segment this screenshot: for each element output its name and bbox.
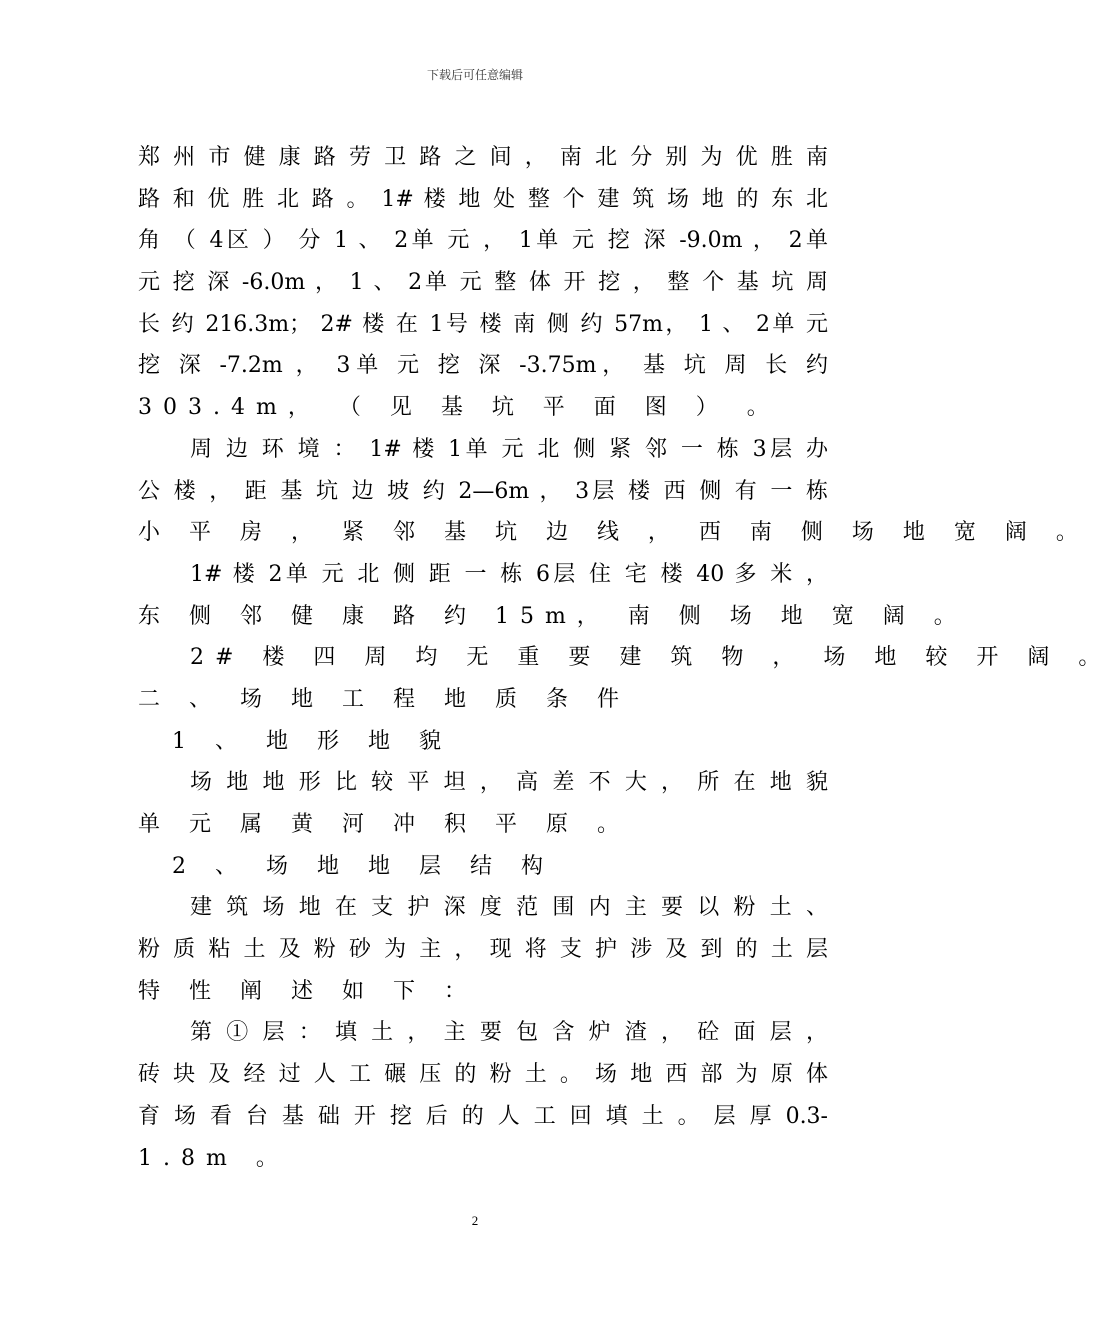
text-line: 东 侧 邻 健 康 路 约 15m， 南 侧 场 地 宽 阔 。 <box>138 603 967 629</box>
text-line: 1# 楼 2单 元 北 侧 距 一 栋 6层 住 宅 楼 40 多 米 ， <box>190 561 828 587</box>
text-line: 挖 深 -7.2m ， 3单 元 挖 深 -3.75m， 基 坑 周 长 约 <box>138 353 828 379</box>
text-line: 砖 块 及 经 过 人 工 碾 压 的 粉 土 。 场 地 西 部 为 原 体 <box>138 1062 828 1088</box>
page-number: 2 <box>471 1213 479 1228</box>
text-line: 元 挖 深 -6.0m ， 1 、 2单 元 整 体 开 挖 ， 整 个 基 坑 周 <box>138 270 828 296</box>
text-line: 场 地 地 形 比 较 平 坦 ， 高 差 不 大 ， 所 在 地 貌 <box>190 770 828 796</box>
text-line: 1.8m 。 <box>138 1145 289 1171</box>
text-line: 公 楼 ， 距 基 坑 边 坡 约 2—6m ， 3层 楼 西 侧 有 一 栋 <box>138 478 828 504</box>
text-line: 周 边 环 境 ： 1# 楼 1单 元 北 侧 紧 邻 一 栋 3层 办 <box>190 436 828 462</box>
document-body <box>138 137 1111 1179</box>
text-line: 303.4m， （ 见 基 坑 平 面 图 ） 。 <box>138 395 780 421</box>
subsection-heading: 2 、 场 地 地 层 结 构 <box>172 853 554 879</box>
text-line: 2# 楼 四 周 均 无 重 要 建 筑 物 ， 场 地 较 开 阔 。 <box>190 645 1111 671</box>
text-line: 育 场 看 台 基 础 开 挖 后 的 人 工 回 填 土 。 层 厚 0.3- <box>138 1103 828 1129</box>
text-line: 粉 质 粘 土 及 粉 砂 为 主 ， 现 将 支 护 涉 及 到 的 土 层 <box>138 937 828 963</box>
text-line: 角 （ 4区 ） 分 1 、 2单 元 ， 1单 元 挖 深 -9.0m ， 2单 <box>138 228 828 254</box>
page-header: 下载后可任意编辑 <box>426 68 523 82</box>
text-line: 小 平 房 ， 紧 邻 基 坑 边 线 ， 西 南 侧 场 地 宽 阔 。 <box>138 520 1089 546</box>
section-heading: 二 、 场 地 工 程 地 质 条 件 <box>138 686 630 712</box>
text-line: 长 约 216.3m； 2# 楼 在 1号 楼 南 侧 约 57m， 1 、 2单 元 <box>138 311 828 337</box>
text-line: 路 和 优 胜 北 路 。 1# 楼 地 处 整 个 建 筑 场 地 的 东 北 <box>138 186 828 212</box>
text-line: 单 元 属 黄 河 冲 积 平 原 。 <box>138 812 630 837</box>
subsection-heading: 1 、 地 形 地 貌 <box>172 728 452 754</box>
text-line: 特 性 阐 述 如 下 ： <box>138 978 477 1004</box>
text-line: 第 ① 层 ： 填 土 ， 主 要 包 含 炉 渣 ， 砼 面 层 ， <box>190 1020 828 1046</box>
text-line: 郑 州 市 健 康 路 劳 卫 路 之 间 ， 南 北 分 别 为 优 胜 南 <box>138 145 828 170</box>
text-line: 建 筑 场 地 在 支 护 深 度 范 围 内 主 要 以 粉 土 、 <box>190 895 828 921</box>
